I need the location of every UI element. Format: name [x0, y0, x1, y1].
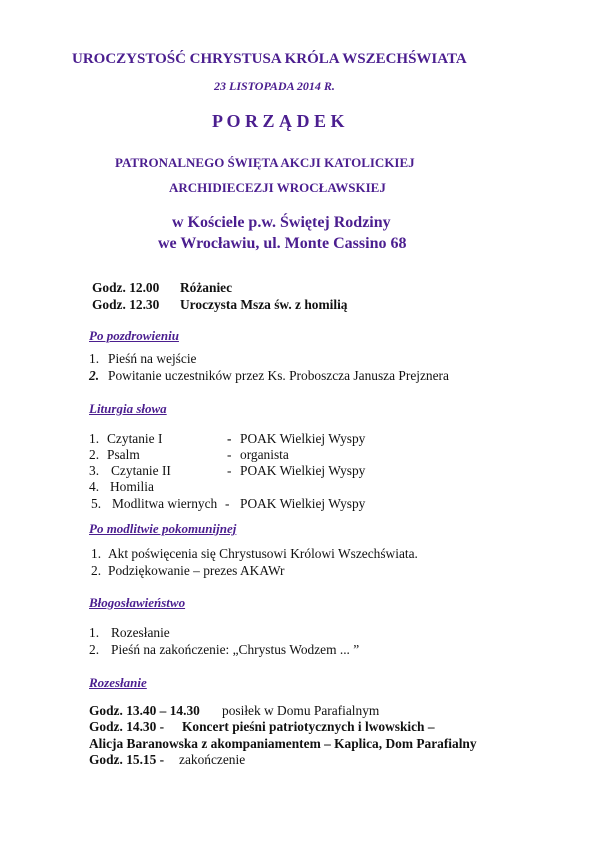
subtitle-line-1: PATRONALNEGO ŚWIĘTA AKCJI KATOLICKIEJ	[115, 155, 415, 170]
schedule-event-1: Różaniec	[180, 280, 233, 295]
liturgy-reader: POAK Wielkiej Wyspy	[240, 496, 366, 511]
list-item-number: 1.	[89, 351, 100, 366]
list-item: Pieśń na wejście	[108, 351, 197, 366]
liturgy-label: Modlitwa wiernych	[112, 496, 218, 511]
dismissal-text-4: zakończenie	[179, 752, 246, 767]
liturgy-reader: POAK Wielkiej Wyspy	[240, 463, 366, 478]
liturgy-reader: organista	[240, 447, 289, 462]
list-item-number: 2.	[89, 642, 100, 657]
list-item-number: 2.	[91, 563, 102, 578]
liturgy-separator: -	[227, 447, 232, 462]
liturgy-label: Homilia	[110, 479, 154, 494]
order-heading: P O R Z Ą D E K	[212, 111, 345, 131]
liturgy-separator: -	[227, 431, 232, 446]
schedule-event-2: Uroczysta Msza św. z homilią	[180, 297, 348, 312]
schedule-time-2: Godz. 12.30	[92, 297, 160, 312]
liturgy-separator: -	[225, 496, 230, 511]
schedule-time-1: Godz. 12.00	[92, 280, 160, 295]
list-item-number: 5.	[91, 496, 102, 511]
liturgy-label: Czytanie I	[107, 431, 163, 446]
place-line-1: w Kościele p.w. Świętej Rodziny	[172, 214, 391, 231]
section-heading-liturgy: Liturgia słowa	[89, 401, 167, 416]
section-heading-dismissal: Rozesłanie	[89, 675, 147, 690]
list-item-number: 2.	[89, 447, 100, 462]
list-item-number: 4.	[89, 479, 100, 494]
dismissal-text-1: posiłek w Domu Parafialnym	[222, 703, 380, 718]
section-heading-communion: Po modlitwie pokomunijnej	[89, 521, 237, 536]
list-item: Pieśń na zakończenie: „Chrystus Wodzem ... ”	[111, 642, 360, 657]
list-item-number: 3.	[89, 463, 100, 478]
list-item: Rozesłanie	[111, 625, 170, 640]
liturgy-reader: POAK Wielkiej Wyspy	[240, 431, 366, 446]
dismissal-text-2: Koncert pieśni patriotycznych i lwowskich –	[182, 719, 435, 734]
section-heading-blessing: Błogosławieństwo	[89, 595, 186, 610]
subtitle-line-2: ARCHIDIECEZJI WROCŁAWSKIEJ	[169, 180, 386, 195]
dismissal-text-3: Alicja Baranowska z akompaniamentem – Kaplica, Dom Parafialny	[89, 736, 477, 751]
dismissal-time-2: Godz. 14.30 -	[89, 719, 165, 734]
list-item: Podziękowanie – prezes AKAWr	[108, 563, 285, 578]
dismissal-time-4: Godz. 15.15 -	[89, 752, 165, 767]
list-item-number: 2.	[89, 368, 100, 383]
section-heading-greeting: Po pozdrowieniu	[89, 328, 179, 343]
list-item-number: 1.	[91, 546, 102, 561]
document-title: UROCZYSTOŚĆ CHRYSTUSA KRÓLA WSZECHŚWIATA	[72, 51, 467, 67]
list-item: Powitanie uczestników przez Ks. Proboszcza Janusza Prejznera	[108, 368, 449, 383]
event-date: 23 LISTOPADA 2014 R.	[214, 79, 335, 93]
list-item: Akt poświęcenia się Chrystusowi Królowi Wszechświata.	[108, 546, 418, 561]
liturgy-separator: -	[227, 463, 232, 478]
place-line-2: we Wrocławiu, ul. Monte Cassino 68	[158, 235, 407, 252]
list-item-number: 1.	[89, 625, 100, 640]
liturgy-label: Czytanie II	[111, 463, 171, 478]
dismissal-time-1: Godz. 13.40 – 14.30	[89, 703, 200, 718]
list-item-number: 1.	[89, 431, 100, 446]
liturgy-label: Psalm	[107, 447, 140, 462]
